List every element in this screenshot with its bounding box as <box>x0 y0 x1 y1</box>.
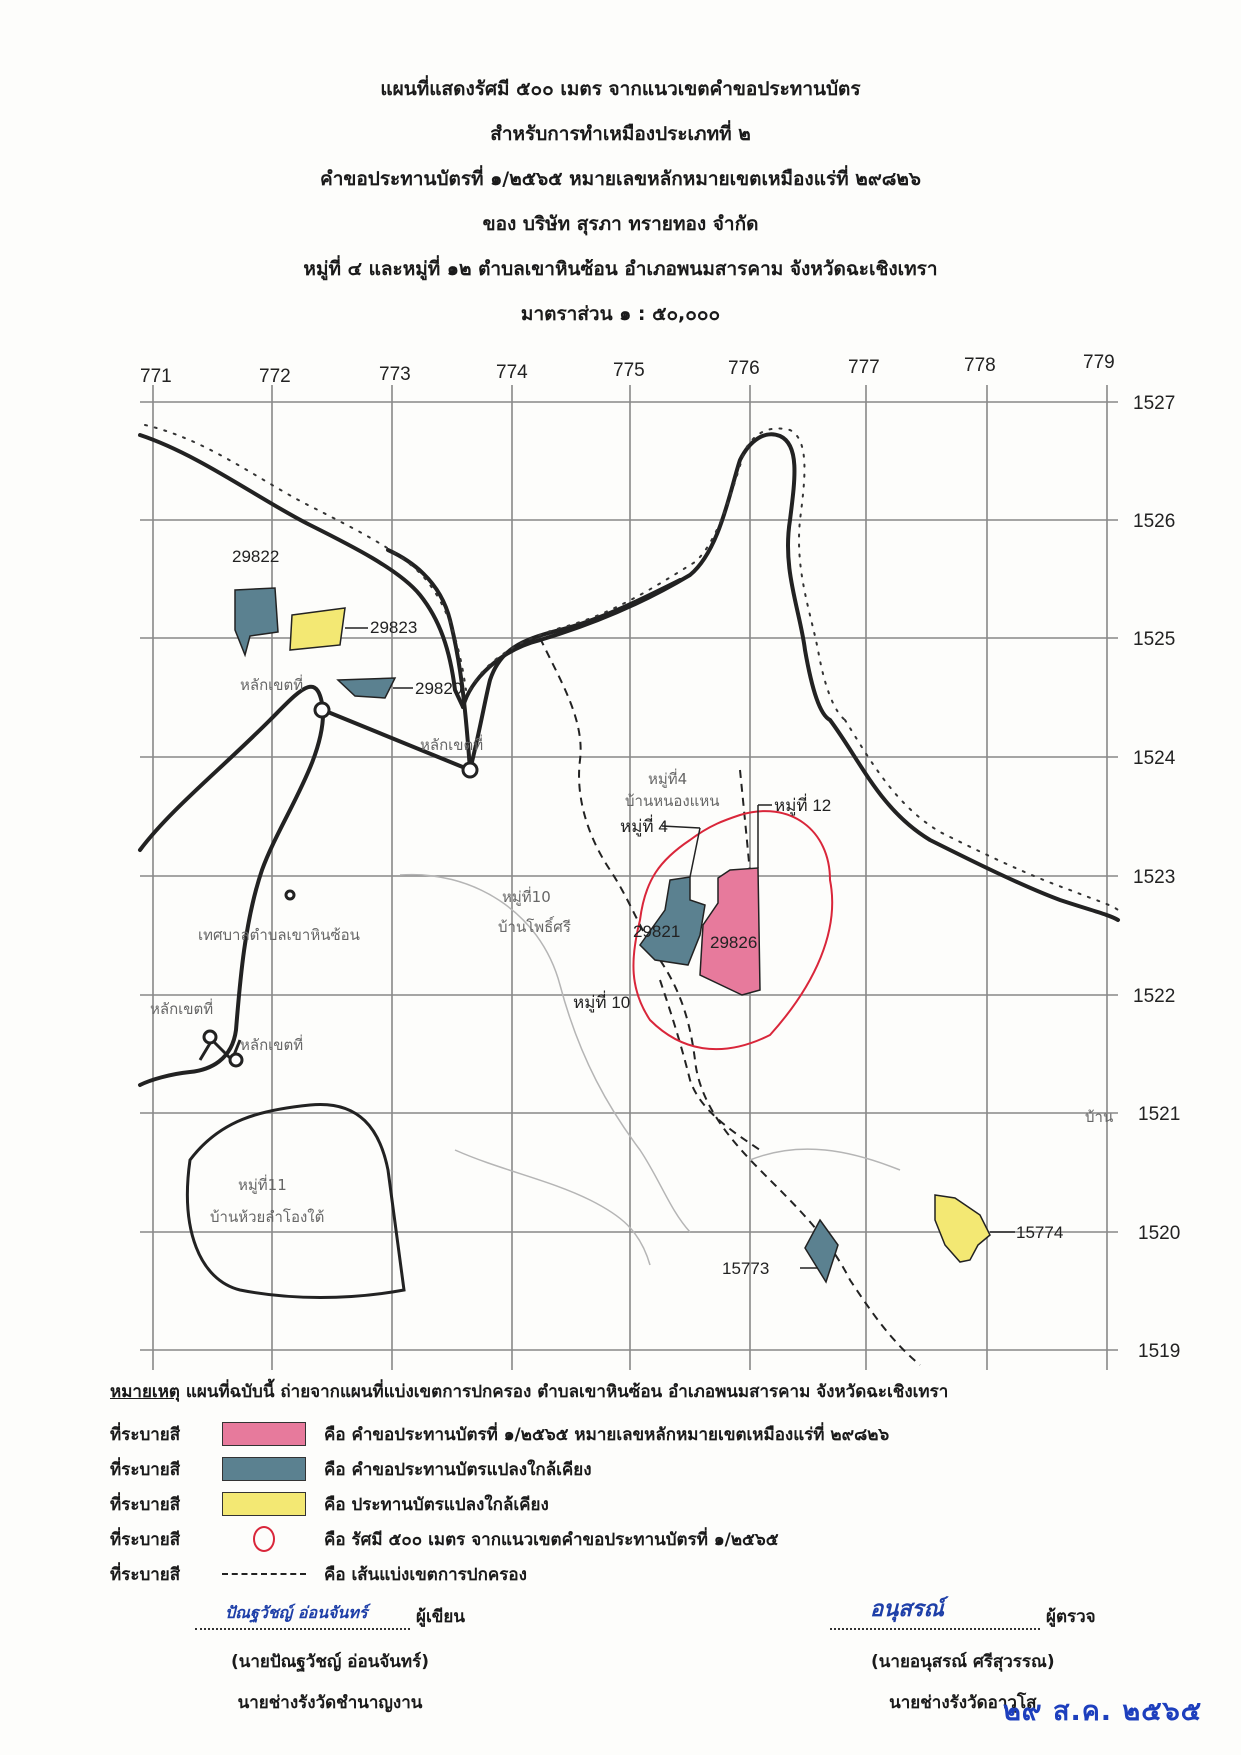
date-stamp: ๒๙ ส.ค. ๒๕๖๕ <box>1003 1696 1203 1727</box>
label-29822: 29822 <box>232 547 280 566</box>
legend-heading <box>110 1378 1190 1405</box>
faint-lak-khet-3: หลักเขตที่ <box>150 1000 214 1018</box>
x-tick-771: 771 <box>140 366 172 387</box>
checker-dotted-line <box>830 1598 1040 1630</box>
legend-row-radius <box>110 1524 1190 1554</box>
checker-role: ผู้ตรวจ <box>1046 1607 1096 1627</box>
faint-moo11-village: บ้านห้วยลำโองใต้ <box>210 1208 325 1226</box>
marker-2 <box>463 763 477 777</box>
faint-moo10-name: หมู่ที่10 <box>502 888 551 906</box>
label-moo-4: หมู่ที่ 4 <box>620 817 668 836</box>
x-tick-778: 778 <box>964 355 996 376</box>
legend-row-yellow <box>110 1489 1190 1519</box>
checker-sign-line <box>830 1590 1096 1630</box>
x-tick-772: 772 <box>259 366 291 387</box>
y-tick-1527: 1527 <box>1133 393 1176 414</box>
x-tick-779: 779 <box>1083 352 1115 373</box>
legend-heading-text: แผนที่ฉบับนี้ ถ่ายจากแผนที่แบ่งเขตการปกครอง ตำบลเขาหินซ้อน อำเภอพนมสารคาม จังหวัดฉะเชิงเทรา <box>185 1382 949 1402</box>
checker-name: (นายอนุสรณ์ ศรีสุวรรณ) <box>871 1652 1055 1672</box>
y-tick-1524: 1524 <box>1133 748 1176 769</box>
legend-row-label: ที่ระบายสี <box>110 1529 181 1550</box>
writer-dotted-line <box>195 1598 410 1630</box>
y-tick-1522: 1522 <box>1133 986 1176 1007</box>
legend-row-text: คือ เส้นแบ่งเขตการปกครอง <box>324 1564 527 1585</box>
label-29820: 29820 <box>415 679 463 698</box>
legend-row-text: คือ คำขอประทานบัตรที่ ๑/๒๕๖๕ หมายเลขหลักหมายเขตเหมืองแร่ที่ ๒๙๘๒๖ <box>324 1424 890 1445</box>
label-15774: 15774 <box>1016 1223 1064 1242</box>
parcel-29826 <box>700 868 760 995</box>
parcel-15773 <box>805 1220 838 1282</box>
faint-lak-khet-1: หลักเขตที่ <box>240 676 304 694</box>
x-tick-774: 774 <box>496 362 528 383</box>
marker-5 <box>286 891 294 899</box>
writer-position: นายช่างรังวัดชำนาญงาน <box>237 1693 423 1713</box>
title-line-2: สำหรับการทำเหมืองประเภทที่ ๒ <box>490 123 751 145</box>
map-title <box>0 78 1241 348</box>
legend-row-label: ที่ระบายสี <box>110 1494 181 1515</box>
legend-row-text: คือ ประทานบัตรแปลงใกล้เคียง <box>324 1494 549 1515</box>
legend-row-label: ที่ระบายสี <box>110 1564 181 1585</box>
legend-row-text: คือ รัศมี ๕๐๐ เมตร จากแนวเขตคำขอประทานบัตรที่ ๑/๒๕๖๕ <box>324 1529 779 1550</box>
road-to-river <box>470 580 680 770</box>
y-tick-1519: 1519 <box>1138 1341 1181 1362</box>
faint-moo4-village: บ้านหนองแหน <box>625 792 720 810</box>
faint-ban: บ้าน <box>1085 1108 1114 1126</box>
label-29823: 29823 <box>370 618 418 637</box>
y-tick-1526: 1526 <box>1133 511 1176 532</box>
legend-row-boundary <box>110 1559 1190 1589</box>
y-axis-labels <box>1133 393 1180 1362</box>
parcel-29823 <box>290 608 345 650</box>
title-line-1: แผนที่แสดงรัศมี ๕๐๐ เมตร จากแนวเขตคำขอประทานบัตร <box>380 78 861 100</box>
road-west <box>140 687 323 1085</box>
village-11-boundary <box>187 1104 404 1297</box>
map-canvas <box>0 350 1241 1380</box>
label-moo-10: หมู่ที่ 10 <box>573 993 631 1012</box>
faint-moo10-village: บ้านโพธิ์ศรี <box>498 918 571 936</box>
label-29826: 29826 <box>710 933 758 952</box>
y-tick-1521: 1521 <box>1138 1104 1181 1125</box>
scale-line: มาตราส่วน ๑ : ๕๐,๐๐๐ <box>520 303 721 325</box>
title-line-4: ของ บริษัท สุรภา ทรายทอง จำกัด <box>482 213 759 235</box>
writer-signature-block <box>195 1590 465 1716</box>
y-tick-1520: 1520 <box>1138 1223 1181 1244</box>
legend-row-blue <box>110 1454 1190 1484</box>
dashed-line-icon <box>222 1573 306 1575</box>
x-tick-776: 776 <box>728 358 760 379</box>
dotted-rail <box>145 425 1118 910</box>
legend-row-pink <box>110 1419 1190 1449</box>
label-29821: 29821 <box>633 922 681 941</box>
faint-tessaban: เทศบาลตำบลเขาหินซ้อน <box>198 926 360 944</box>
faint-moo4-name: หมู่ที่4 <box>648 770 688 788</box>
x-tick-777: 777 <box>848 357 880 378</box>
writer-signature: ปัณฐวัชญ์ อ่อนจันทร์ <box>225 1603 368 1622</box>
red-circle-icon <box>222 1527 306 1551</box>
label-15773: 15773 <box>722 1259 770 1278</box>
parcel-29821 <box>640 877 705 965</box>
roads <box>140 434 1118 1085</box>
x-tick-773: 773 <box>379 364 411 385</box>
road-east <box>830 720 1118 920</box>
title-line-5: หมู่ที่ ๔ และหมู่ที่ ๑๒ ตำบลเขาหินซ้อน อำเภอพนมสารคาม จังหวัดฉะเชิงเทรา <box>303 258 938 280</box>
faint-lak-khet-4: หลักเขตที่ <box>240 1036 304 1054</box>
legend-row-text: คือ คำขอประทานบัตรแปลงใกล้เคียง <box>324 1459 592 1480</box>
writer-role: ผู้เขียน <box>416 1607 465 1627</box>
road-northwest <box>140 435 463 707</box>
label-moo-12: หมู่ที่ 12 <box>774 796 832 815</box>
title-line-3: คำขอประทานบัตรที่ ๑/๒๕๖๕ หมายเลขหลักหมายเขตเหมืองแร่ที่ ๒๙๘๒๖ <box>320 168 921 190</box>
faint-lak-khet-2: หลักเขตที่ <box>420 736 484 754</box>
legend <box>110 1378 1190 1594</box>
marker-4 <box>230 1054 242 1066</box>
y-tick-1525: 1525 <box>1133 629 1176 650</box>
x-tick-775: 775 <box>613 360 645 381</box>
yellow-swatch <box>222 1492 306 1516</box>
road-river-upper <box>463 434 830 720</box>
blue-swatch <box>222 1457 306 1481</box>
checker-signature: อนุสรณ์ <box>870 1596 944 1622</box>
legend-heading-label: หมายเหตุ <box>110 1382 180 1402</box>
parcel-15774 <box>935 1195 990 1262</box>
marker-1 <box>315 703 329 717</box>
legend-row-label: ที่ระบายสี <box>110 1424 181 1445</box>
writer-name: (นายปัณฐวัชญ์ อ่อนจันทร์) <box>230 1652 430 1672</box>
parcel-29820 <box>338 678 395 698</box>
faint-moo11-name: หมู่ที่11 <box>238 1176 287 1194</box>
checker-position: นายช่างรังวัดอาวุโส <box>889 1693 1037 1713</box>
y-tick-1523: 1523 <box>1133 867 1176 888</box>
pink-swatch <box>222 1422 306 1446</box>
writer-sign-line <box>195 1590 465 1630</box>
x-axis-labels <box>140 352 1115 387</box>
legend-row-label: ที่ระบายสี <box>110 1459 181 1480</box>
marker-3 <box>204 1031 216 1043</box>
